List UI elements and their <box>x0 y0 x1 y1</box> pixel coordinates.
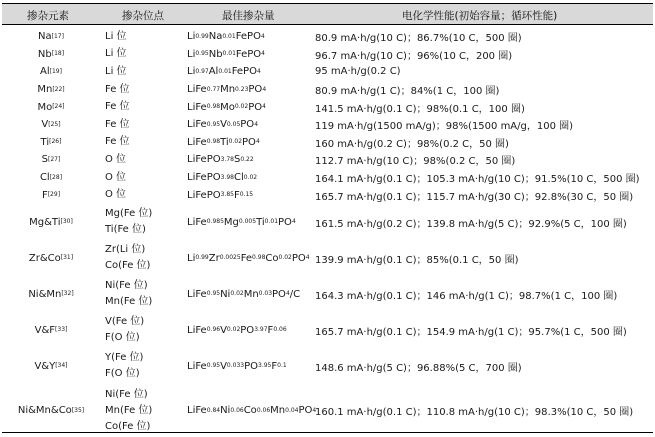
doping-site: Y(Fe 位) <box>105 352 144 363</box>
doping-site: V(Fe 位) <box>105 316 145 327</box>
site-cell <box>105 46 127 64</box>
composition-cell: LiFe 0.95 Ni 0.02 Mn 0.03 PO 4 /C <box>187 288 301 300</box>
dopant-element: Nb <box>37 48 52 60</box>
site-cell <box>105 384 152 437</box>
doping-site: Mg(Fe 位) <box>105 208 153 219</box>
doping-site: Ni(Fe 位) <box>105 388 148 400</box>
performance-cell: 165.7 mA·h/g(0.1 C)；115.7 mA·h/g(30 C)；92.8%(30 C，50 圈) <box>315 191 634 203</box>
doping-site: Mn(Fe 位) <box>105 404 153 416</box>
header-optimal-amount: 最佳掺杂量 <box>222 10 275 22</box>
dopant-element: F <box>41 189 48 201</box>
doping-site: O 位 <box>105 153 127 165</box>
performance-cell: 80.9 mA·h/g(10 C)；86.7%(10 C，500 圈) <box>315 33 522 45</box>
composition-cell: LiFe 0.84 Ni 0.06 Co 0.06 Mn 0.04 PO 4 <box>187 405 317 416</box>
site-cell <box>105 116 130 134</box>
composition-cell: LiFePO 3.78 S 0.22 <box>187 154 254 166</box>
site-cell <box>105 348 143 384</box>
dopant-element: Ti <box>40 136 50 148</box>
dopant-cell: Mn [22] <box>37 84 65 96</box>
dopant-element: Na <box>38 31 52 43</box>
table-row <box>2 28 653 46</box>
dopant-element: V <box>41 119 49 131</box>
composition-cell: Li 0.95 Nb 0.01 FePO 4 <box>187 48 265 60</box>
header-dopant: 掺杂元素 <box>27 10 69 22</box>
dopant-element: Zr&Co <box>28 252 61 264</box>
doping-site: Co(Fe 位) <box>105 260 151 271</box>
site-cell <box>105 81 130 99</box>
site-cell <box>105 186 126 204</box>
composition-cell: Li 0.99 Na 0.01 FePO 4 <box>187 31 265 43</box>
composition-cell: LiFe 0.96 V 0.02 PO 3.97 F 0.06 <box>187 324 287 336</box>
table-row <box>2 240 653 276</box>
performance-cell: 95 mA·h/g(0.2 C) <box>315 66 401 78</box>
dopant-element: V&Y <box>34 360 56 372</box>
doping-site: Li 位 <box>105 30 127 42</box>
doping-site: O 位 <box>105 171 127 183</box>
performance-cell: 80.9 mA·h/g(1 C)；84%(1 C，100 圈) <box>315 86 500 98</box>
dopant-element: S <box>41 154 49 166</box>
doping-site: Fe 位 <box>105 83 130 95</box>
performance-cell: 148.6 mA·h/g(5 C)；96.88%(5 C，700 圈) <box>315 362 522 374</box>
composition-cell: LiFePO 3.98 Cl 0.02 <box>187 172 258 184</box>
table-row <box>2 204 653 240</box>
doping-site: F(O 位) <box>105 368 140 379</box>
doping-site: Li 位 <box>105 65 127 77</box>
composition-cell: LiFe 0.98 Mo 0.02 PO 4 <box>187 101 266 113</box>
site-cell <box>105 204 152 240</box>
doping-site: Fe 位 <box>105 136 130 148</box>
doping-site: Ti(Fe 位) <box>105 224 146 235</box>
table-row <box>2 63 653 81</box>
performance-cell: 139.9 mA·h/g(0.1 C)；85%(0.1 C，50 圈) <box>315 254 519 266</box>
doping-table <box>2 3 653 433</box>
composition-cell: LiFe 0.95 V 0.05 PO 4 <box>187 119 259 131</box>
dopant-element: Mg&Ti <box>29 216 61 228</box>
site-cell <box>105 98 130 116</box>
performance-cell: 96.7 mA·h/g(10 C)；96%(10 C，200 圈) <box>315 50 513 62</box>
composition-cell: Li 0.97 Al 0.01 FePO 4 <box>187 66 261 78</box>
composition-cell: LiFe 0.77 Mn 0.23 PO 4 <box>187 84 267 96</box>
site-cell <box>105 151 126 169</box>
table-row <box>2 186 653 204</box>
dopant-cell: Zr&Co [31] <box>28 252 74 264</box>
dopant-element: Ni&Mn&Co <box>17 405 72 416</box>
site-cell <box>105 169 126 187</box>
dopant-cell: Al [19] <box>40 66 62 78</box>
dopant-cell: Ti [26] <box>40 136 62 148</box>
doping-site: Mn(Fe 位) <box>105 296 153 307</box>
table-row <box>2 116 653 134</box>
site-cell <box>105 63 127 81</box>
dopant-cell: Ni&Mn&Co [35] <box>17 405 85 416</box>
doping-site: Ni(Fe 位) <box>105 280 148 291</box>
doping-site: Fe 位 <box>105 101 130 113</box>
doping-site: F(O 位) <box>105 332 140 343</box>
site-cell <box>105 276 152 312</box>
site-cell <box>105 312 144 348</box>
doping-site: Li 位 <box>105 48 127 60</box>
table-row <box>2 151 653 169</box>
dopant-cell: F [29] <box>41 189 61 201</box>
performance-cell: 112.7 mA·h/g(10 C)；98%(0.2 C，50 圈) <box>315 156 516 168</box>
dopant-element: V&F <box>34 324 56 336</box>
dopant-cell: Mg&Ti [30] <box>29 216 73 228</box>
table-row <box>2 384 653 437</box>
dopant-cell: Nb [18] <box>37 48 65 60</box>
dopant-cell: V [25] <box>41 119 61 131</box>
table-header <box>2 4 653 25</box>
dopant-element: Ni&Mn <box>28 288 62 300</box>
dopant-element: Mo <box>37 101 53 113</box>
composition-cell: Li 0.99 Zr 0.0025 Fe 0.98 Co 0.02 PO 4 <box>187 252 310 264</box>
dopant-cell: Ni&Mn [32] <box>28 288 74 300</box>
doping-site: O 位 <box>105 189 127 201</box>
table-row <box>2 348 653 384</box>
dopant-element: Mn <box>37 84 53 96</box>
dopant-element: Cl <box>39 172 50 184</box>
dopant-cell: S [27] <box>41 154 61 166</box>
header-site: 掺杂位点 <box>122 10 164 22</box>
composition-cell: LiFe 0.98 Ti 0.02 PO 4 <box>187 136 260 148</box>
site-cell <box>105 134 130 152</box>
doping-site: Zr(Li 位) <box>105 244 146 255</box>
doping-site: Fe 位 <box>105 118 130 130</box>
dopant-cell: Mo [24] <box>37 101 65 113</box>
table-row <box>2 134 653 152</box>
dopant-cell: Cl [28] <box>39 172 63 184</box>
performance-cell: 141.5 mA·h/g(0.1 C)；98%(0.1 C，100 圈) <box>315 103 525 115</box>
table-row <box>2 169 653 187</box>
doping-site: Co(Fe 位) <box>105 420 151 432</box>
performance-cell: 160.1 mA·h/g(0.1 C)；110.8 mA·h/g(10 C)；98.3%(10 C，50 圈) <box>315 407 634 418</box>
dopant-element: Al <box>40 66 50 78</box>
dopant-cell: V&Y [34] <box>34 360 68 372</box>
composition-cell: LiFe 0.95 V 0.033 PO 3.95 F 0.1 <box>187 360 287 372</box>
table-row <box>2 276 653 312</box>
header-performance: 电化学性能(初始容量；循环性能) <box>402 10 558 22</box>
table-row <box>2 98 653 116</box>
table-row <box>2 81 653 99</box>
dopant-cell: Na [17] <box>38 31 64 43</box>
table-row <box>2 46 653 64</box>
table-row <box>2 312 653 348</box>
performance-cell: 119 mA·h/g(1500 mA/g)；98%(1500 mA/g，100 圈) <box>315 121 574 133</box>
site-cell <box>105 240 150 276</box>
composition-cell: LiFe 0.985 Mg 0.005 Ti 0.01 PO 4 <box>187 216 296 228</box>
performance-cell: 165.7 mA·h/g(0.1 C)；154.9 mA·h/g(1 C)；95.7%(1 C，500 圈) <box>315 326 627 338</box>
composition-cell: LiFePO 3.85 F 0.15 <box>187 189 254 201</box>
dopant-cell: V&F [33] <box>34 324 68 336</box>
performance-cell: 161.5 mA·h/g(0.2 C)；139.8 mA·h/g(5 C)；92.9%(5 C，100 圈) <box>315 218 627 230</box>
performance-cell: 164.1 mA·h/g(0.1 C)；105.3 mA·h/g(10 C)；91.5%(10 C，500 圈) <box>315 174 640 186</box>
performance-cell: 164.3 mA·h/g(0.1 C)；146 mA·h/g(1 C)；98.7%(1 C，100 圈) <box>315 290 618 302</box>
site-cell <box>105 28 127 46</box>
performance-cell: 160 mA·h/g(0.2 C)；98%(0.2 C，50 圈) <box>315 138 509 150</box>
